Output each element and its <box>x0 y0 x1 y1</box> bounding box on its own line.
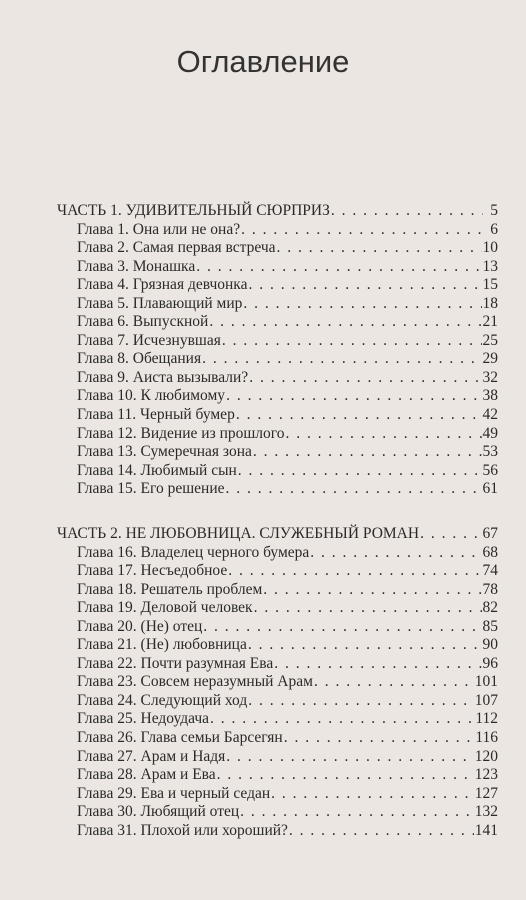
toc-chapter-row <box>57 406 498 425</box>
page-number: 29 <box>482 350 498 368</box>
toc-chapter-row <box>57 239 498 258</box>
toc-chapter-row <box>57 425 498 444</box>
dot-leader <box>203 618 481 637</box>
page-number: 53 <box>482 443 498 461</box>
dot-leader <box>222 332 482 351</box>
toc-chapter-row <box>57 544 498 563</box>
dot-leader <box>226 748 473 767</box>
page-number: 127 <box>474 784 498 802</box>
page-number: 13 <box>482 257 498 275</box>
toc-chapter-row <box>57 599 498 618</box>
dot-leader <box>217 766 474 785</box>
chapter-title: Глава 15. Его решение <box>77 480 225 498</box>
chapter-title: Глава 11. Черный бумер <box>77 406 235 424</box>
dot-leader <box>310 544 481 563</box>
chapter-title: Глава 4. Грязная девчонка <box>77 276 248 294</box>
chapter-title: Глава 25. Недоудача <box>77 710 210 728</box>
page-number: 123 <box>474 766 498 784</box>
dot-leader <box>314 673 474 692</box>
toc-chapter-row <box>57 276 498 295</box>
toc-chapter-row <box>57 581 498 600</box>
dot-leader <box>243 295 481 314</box>
toc-chapter-row <box>57 748 498 767</box>
chapter-title: Глава 22. Почти разумная Ева <box>77 654 274 672</box>
dot-leader <box>238 462 482 481</box>
toc-chapter-row <box>57 562 498 581</box>
page-number: 18 <box>482 294 498 312</box>
page-number: 120 <box>474 747 498 765</box>
toc-chapter-row <box>57 387 498 406</box>
chapter-title: Глава 6. Выпускной <box>77 313 209 331</box>
page-number: 25 <box>482 331 498 349</box>
dot-leader <box>254 599 482 618</box>
toc-chapter-row <box>57 803 498 822</box>
chapter-title: Глава 5. Плавающий мир <box>77 294 243 312</box>
chapter-title: Глава 24. Следующий ход <box>77 691 248 709</box>
toc-part-row <box>57 202 498 221</box>
chapter-title: Глава 13. Сумеречная зона <box>77 443 252 461</box>
page-number: 96 <box>482 654 498 672</box>
dot-leader <box>226 480 482 499</box>
page-number: 5 <box>490 202 498 219</box>
dot-leader <box>228 562 481 581</box>
page-number: 85 <box>482 617 498 635</box>
dot-leader <box>253 443 482 462</box>
page-number: 21 <box>482 313 498 331</box>
dot-leader <box>331 202 483 221</box>
toc-chapter-row <box>57 480 498 499</box>
dot-leader <box>274 655 481 674</box>
chapter-title: Глава 19. Деловой человек <box>77 599 253 617</box>
toc-chapter-row <box>57 462 498 481</box>
chapter-title: Глава 8. Обещания <box>77 350 202 368</box>
chapter-title: Глава 18. Решатель проблем <box>77 580 263 598</box>
chapter-title: Глава 27. Арам и Надя <box>77 747 226 765</box>
page-number: 67 <box>482 525 498 542</box>
page-number: 78 <box>482 580 498 598</box>
chapter-title: Глава 10. К любимому <box>77 387 226 405</box>
chapter-title: Глава 12. Видение из прошлого <box>77 424 285 442</box>
page-number: 101 <box>474 673 498 691</box>
dot-leader <box>236 406 482 425</box>
dot-leader <box>241 221 483 240</box>
toc-chapter-row <box>57 673 498 692</box>
page-number: 15 <box>482 276 498 294</box>
part-title: ЧАСТЬ 1. УДИВИТЕЛЬНЫЙ СЮРПРИЗ <box>57 202 330 219</box>
dot-leader <box>286 425 482 444</box>
dot-leader <box>226 387 481 406</box>
page-number: 42 <box>482 406 498 424</box>
dot-leader <box>249 369 481 388</box>
chapter-title: Глава 21. (Не) любовница <box>77 636 247 654</box>
toc-chapter-row <box>57 822 498 841</box>
dot-leader <box>271 785 474 804</box>
chapter-title: Глава 29. Ева и черный седан <box>77 784 271 802</box>
toc-chapter-row <box>57 258 498 277</box>
chapter-title: Глава 2. Самая первая встреча <box>77 239 276 257</box>
chapter-title: Глава 28. Арам и Ева <box>77 766 216 784</box>
page-number: 132 <box>474 803 498 821</box>
dot-leader <box>289 822 474 841</box>
page-number: 68 <box>482 543 498 561</box>
dot-leader <box>202 350 481 369</box>
toc-chapter-row <box>57 332 498 351</box>
toc-chapter-row <box>57 350 498 369</box>
page-number: 90 <box>482 636 498 654</box>
toc-chapter-row <box>57 369 498 388</box>
page-number: 49 <box>482 424 498 442</box>
toc-chapter-row <box>57 636 498 655</box>
toc-chapter-row <box>57 313 498 332</box>
page-number: 107 <box>474 691 498 709</box>
toc-part-row <box>57 525 498 544</box>
dot-leader <box>240 803 474 822</box>
page-number: 141 <box>474 821 498 839</box>
page-title: Оглавление <box>176 44 350 79</box>
toc-chapter-row <box>57 221 498 240</box>
page-number: 112 <box>475 710 498 728</box>
toc-section-part-1 <box>57 202 498 499</box>
chapter-title: Глава 17. Несъедобное <box>77 562 228 580</box>
dot-leader <box>209 313 481 332</box>
page-number: 56 <box>482 461 498 479</box>
chapter-title: Глава 1. Она или не она? <box>77 220 241 238</box>
dot-leader <box>248 692 474 711</box>
part-title: ЧАСТЬ 2. НЕ ЛЮБОВНИЦА. СЛУЖЕБНЫЙ РОМАН <box>57 525 420 542</box>
dot-leader <box>263 581 481 600</box>
toc-chapter-row <box>57 729 498 748</box>
toc-chapter-row <box>57 443 498 462</box>
page-number: 32 <box>482 368 498 386</box>
chapter-title: Глава 7. Исчезнувшая <box>77 331 221 349</box>
chapter-title: Глава 3. Монашка <box>77 257 196 275</box>
chapter-title: Глава 20. (Не) отец <box>77 617 203 635</box>
toc-chapter-row <box>57 785 498 804</box>
page-number: 61 <box>482 480 498 498</box>
page-number: 10 <box>482 239 498 257</box>
dot-leader <box>210 710 474 729</box>
page-number: 6 <box>490 220 498 238</box>
dot-leader <box>420 525 481 544</box>
chapter-title: Глава 9. Аиста вызывали? <box>77 368 249 386</box>
page-number: 74 <box>482 562 498 580</box>
dot-leader <box>284 729 475 748</box>
chapter-title: Глава 16. Владелец черного бумера <box>77 543 310 561</box>
chapter-title: Глава 30. Любящий отец <box>77 803 240 821</box>
toc-chapter-row <box>57 655 498 674</box>
chapter-title: Глава 26. Глава семьи Барсегян <box>77 729 283 747</box>
chapter-title: Глава 31. Плохой или хороший? <box>77 821 288 839</box>
toc-chapter-row <box>57 766 498 785</box>
page-number: 38 <box>482 387 498 405</box>
dot-leader <box>196 258 481 277</box>
dot-leader <box>248 636 482 655</box>
dot-leader <box>248 276 481 295</box>
chapter-title: Глава 14. Любимый сын <box>77 461 237 479</box>
toc-chapter-row <box>57 710 498 729</box>
toc-chapter-row <box>57 295 498 314</box>
dot-leader <box>277 239 482 258</box>
page-number: 116 <box>475 729 498 747</box>
toc-section-part-2 <box>57 525 498 840</box>
toc-chapter-row <box>57 692 498 711</box>
page-number: 82 <box>482 599 498 617</box>
toc-chapter-row <box>57 618 498 637</box>
chapter-title: Глава 23. Совсем неразумный Арам <box>77 673 313 691</box>
